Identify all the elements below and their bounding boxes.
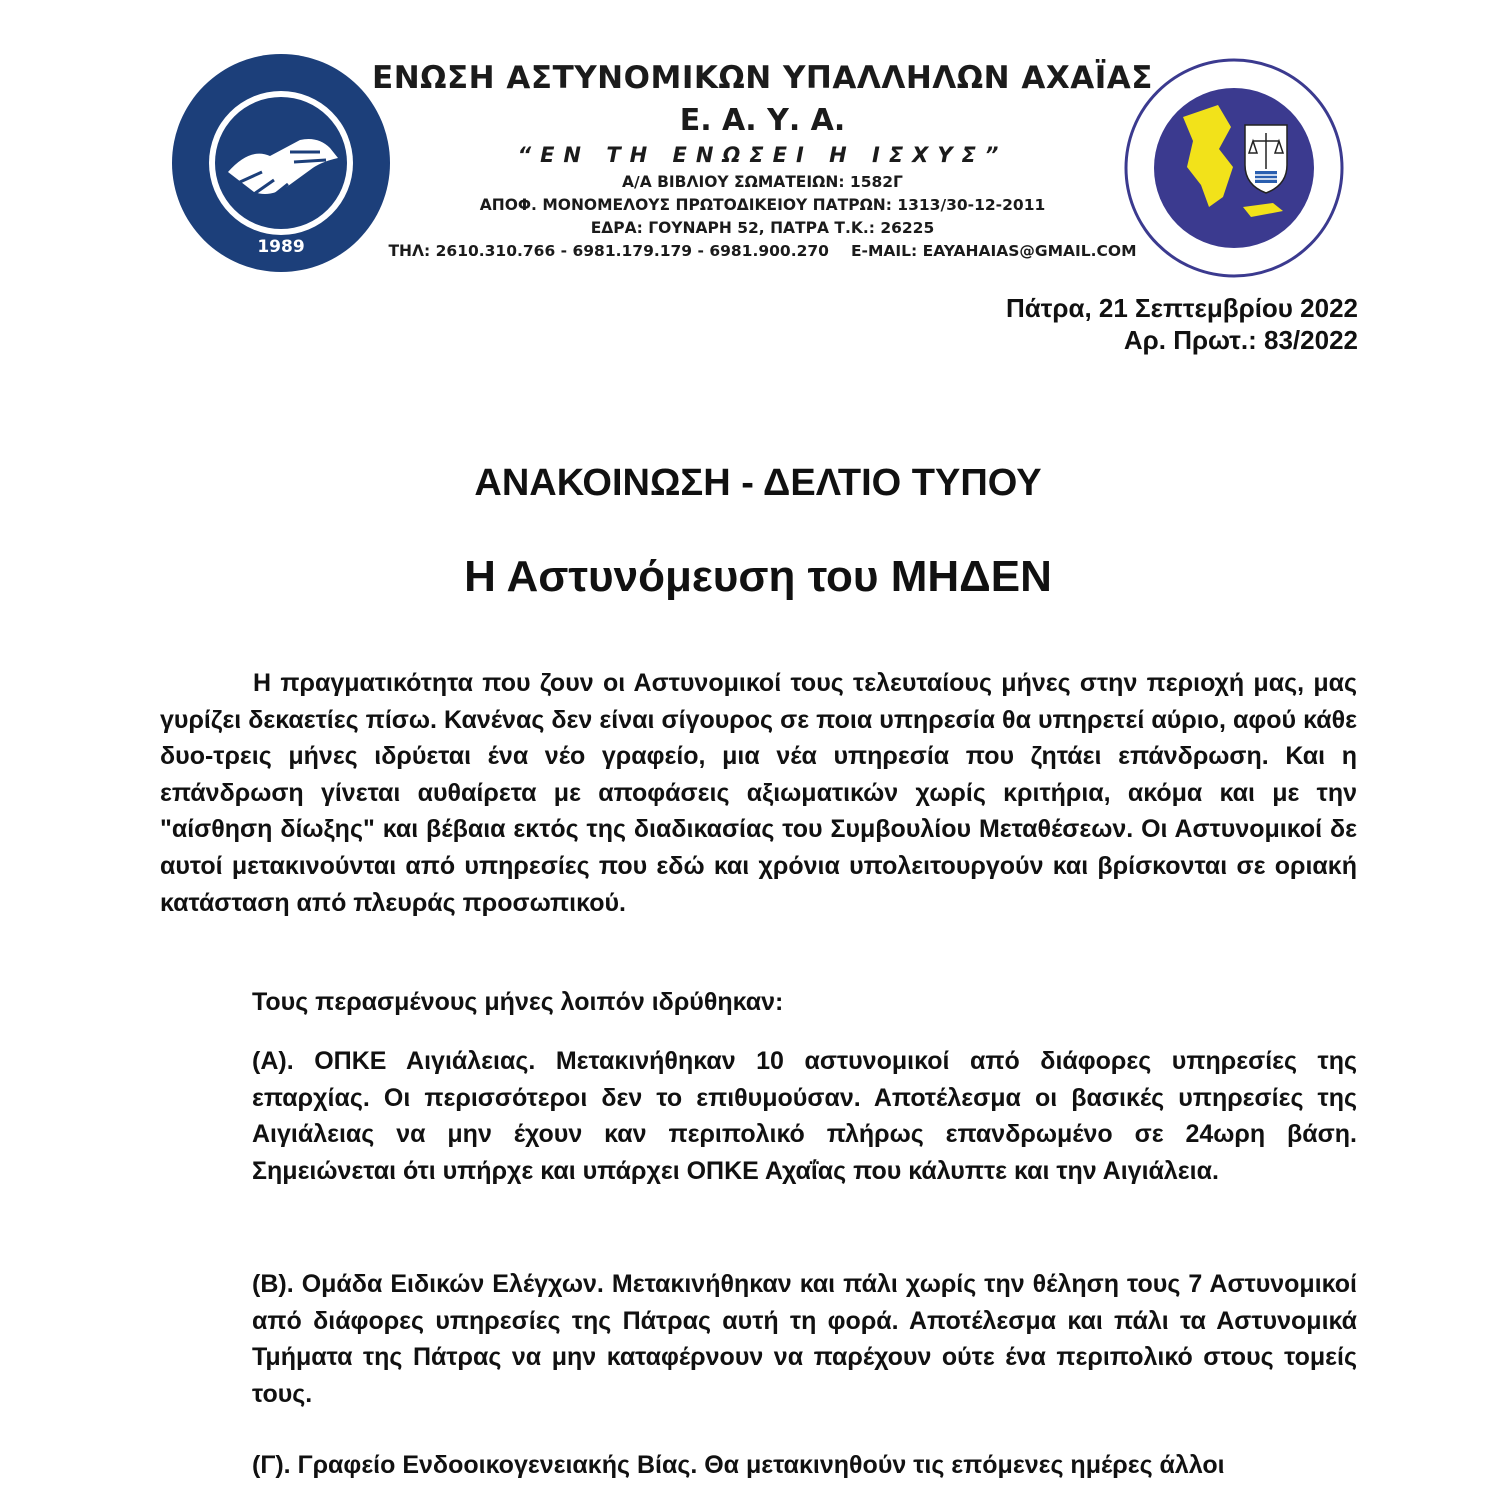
organization-motto: “ΕΝ ΤΗ ΕΝΩΣΕΙ Η ΙΣΧΥΣ” — [517, 143, 1008, 167]
registry-number: Α/Α ΒΙΒΛΙΟΥ ΣΩΜΑΤΕΙΩΝ: 1582Γ — [622, 173, 903, 191]
phone-numbers: ΤΗΛ: 2610.310.766 - 6981.179.179 - 6981.900.270 — [388, 242, 829, 260]
protocol-number: Αρ. Πρωτ.: 83/2022 — [1123, 325, 1358, 355]
contact-line — [370, 242, 1155, 260]
email-address[interactable]: E-MAIL: EAYAHAIAS@GMAIL.COM — [850, 242, 1137, 260]
union-logo-year: 1989 — [257, 237, 305, 257]
list-item-c: (Γ). Γραφείο Ενδοοικογενειακής Βίας. Θα μετακινηθούν τις επόμενες ημέρες άλλοι — [252, 1451, 1225, 1479]
paragraph-main: Η πραγματικότητα που ζουν οι Αστυνομικοί τους τελευταίους μήνες στην περιοχή μας, μας γυρίζει δεκαετίες πίσω. Κανένας δεν είναι σίγουρος σε ποια υπηρεσία θα υπηρετεί αύριο, αφού κάθε δυο-τρεις μήνες ιδρύεται ένα νέο γραφείο, μια νέα υπηρεσία που ζητάει επάνδρωση. Και η επάνδρωση γίνεται αυθαίρετα με αποφάσεις αξιωματικών χωρίς κριτήρια, ακόμα και με την "αίσθηση δίωξης" και βέβαια εκτός της διαδικασίας του Συμβουλίου Μεταθέσεων. Οι Αστυνομικοί δε αυτοί μετακινούνται από υπηρεσίες που εδώ και χρόνια υπολειτουργούν και βρίσκονται σε οριακή κατάσταση από πλευράς προσωπικού. — [160, 669, 1357, 917]
court-decision: ΑΠΟΦ. ΜΟΝΟΜΕΛΟΥΣ ΠΡΩΤΟΔΙΚΕΙΟΥ ΠΑΤΡΩΝ: 1313/30-12-2011 — [479, 196, 1046, 214]
federation-logo-right — [1123, 57, 1345, 279]
list-item-a: (Α). ΟΠΚΕ Αιγιάλειας. Μετακινήθηκαν 10 αστυνομικοί από διάφορες υπηρεσίες της επαρχίας. Οι περισσότεροι δεν το επιθυμούσαν. Αποτέλεσμα οι βασικές υπηρεσίες της Αιγιάλειας να μην έχουν καν περιπολικό πλήρως επανδρωμένο σε 24ωρη βάση. Σημειώνεται ότι υπήρχε και υπάρχει ΟΠΚΕ Αχαΐας που κάλυπτε και την Αιγιάλεια. — [252, 1047, 1357, 1185]
document-heading: ΑΝΑΚΟΙΝΩΣΗ - ΔΕΛΤΙΟ ΤΥΠΟΥ — [474, 462, 1042, 504]
paragraph-intro: Τους περασμένους μήνες λοιπόν ιδρύθηκαν: — [252, 988, 784, 1016]
list-item-b: (Β). Ομάδα Ειδικών Ελέγχων. Μετακινήθηκαν και πάλι χωρίς την θέληση τους 7 Αστυνομικοί από διάφορες υπηρεσίες της Πάτρας αυτή τη φορά. Αποτέλεσμα και πάλι τα Αστυνομικά Τμήματα της Πάτρας να μην καταφέρνουν να παρέχουν ούτε ένα περιπολικό στους τομείς τους. — [252, 1270, 1357, 1408]
document-date: Πάτρα, 21 Σεπτεμβρίου 2022 — [1006, 293, 1358, 323]
document-title: Η Αστυνόμευση του ΜΗΔΕΝ — [464, 552, 1052, 601]
organization-name: ΕΝΩΣΗ ΑΣΤΥΝΟΜΙΚΩΝ ΥΠΑΛΛΗΛΩΝ ΑΧΑΪΑΣ — [372, 60, 1153, 96]
union-logo-left — [170, 52, 392, 274]
organization-address: ΕΔΡΑ: ΓΟΥΝΑΡΗ 52, ΠΑΤΡΑ Τ.Κ.: 26225 — [590, 219, 935, 237]
organization-abbreviation: Ε. Α. Υ. Α. — [679, 103, 846, 138]
